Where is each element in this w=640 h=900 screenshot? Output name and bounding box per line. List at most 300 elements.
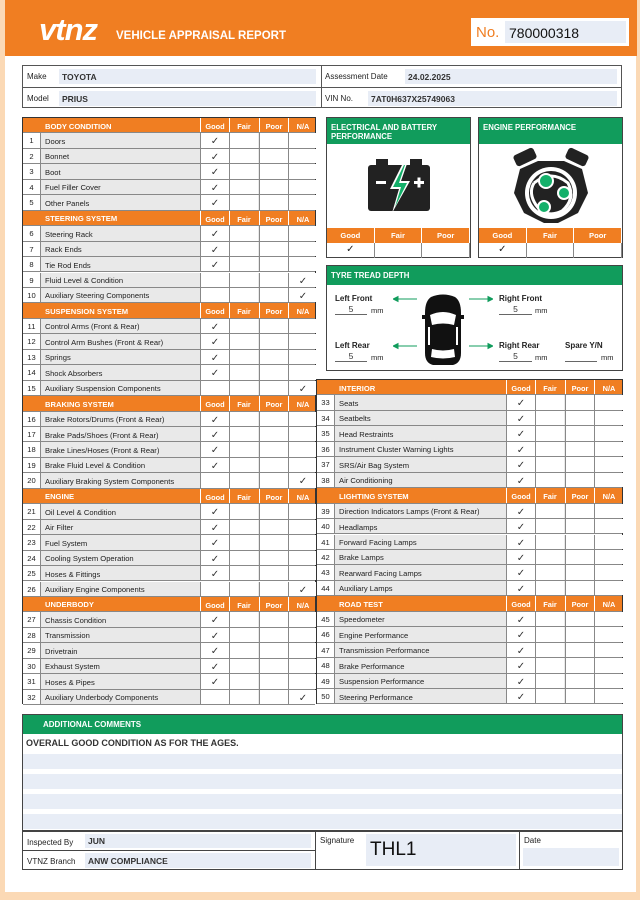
item-number: 14 [23,365,41,379]
rating-cell[interactable] [229,412,258,426]
rating-cell[interactable]: ✓ [327,243,375,258]
checklist-row [23,551,315,566]
rating-cell[interactable] [229,350,258,364]
rating-cell[interactable]: ✓ [288,273,317,287]
rating-cell[interactable] [229,612,258,626]
rating-cell[interactable] [288,319,317,333]
rating-cell[interactable] [594,565,623,579]
vin-field[interactable]: 7AT0H637X25749063 [368,91,617,106]
rating-cell[interactable] [594,442,623,456]
rating-cell[interactable] [259,427,288,441]
rating-cell[interactable] [288,643,317,657]
rating-cell[interactable]: ✓ [288,381,317,395]
column-header: Fair [535,488,564,502]
rating-cell[interactable] [229,504,258,518]
checklist-row [23,319,315,334]
rating-cell[interactable] [594,395,623,409]
checklist-row [23,690,315,705]
column-header: Poor [565,488,594,502]
rating-cell[interactable]: ✓ [506,457,535,471]
rating-cell[interactable] [259,612,288,626]
rating-cell[interactable]: ✓ [506,395,535,409]
section-title: BRAKING SYSTEM [45,399,114,409]
rating-cell[interactable] [259,412,288,426]
rating-cell[interactable]: ✓ [506,442,535,456]
item-number: 45 [317,612,335,626]
comment-line[interactable] [23,794,622,809]
rating-cell[interactable]: ✓ [506,535,535,549]
item-number: 44 [317,581,335,595]
rating-cell[interactable] [229,242,258,256]
rating-cell[interactable]: ✓ [506,473,535,487]
rating-cell[interactable] [229,520,258,534]
rating-cell[interactable]: ✓ [506,581,535,595]
rating-cell[interactable] [288,628,317,642]
signature-field[interactable]: THL1 [366,834,516,866]
rating-cell[interactable] [594,689,623,703]
rating-cell[interactable] [200,288,229,302]
rating-cell[interactable] [535,535,564,549]
rating-cell[interactable] [229,319,258,333]
rating-cell[interactable] [200,381,229,395]
column-header: Poor [259,396,288,410]
rating-cell[interactable] [200,582,229,596]
item-number: 5 [23,195,41,209]
rating-cell[interactable] [200,473,229,487]
checklist-row [317,674,622,689]
item-number: 35 [317,426,335,440]
rating-cell[interactable] [565,426,594,440]
item-label: Cooling System Operation [45,554,134,564]
rating-cell[interactable]: ✓ [200,195,229,209]
rating-cell[interactable] [259,458,288,472]
rating-cell[interactable] [535,550,564,564]
item-label: Engine Performance [339,630,409,640]
item-number: 9 [23,273,41,287]
rating-cell[interactable] [535,504,564,518]
rating-cell[interactable]: ✓ [506,519,535,533]
assessment-date-field[interactable]: 24.02.2025 [405,69,617,84]
rating-cell[interactable] [535,395,564,409]
rating-cell[interactable] [229,133,258,147]
rating-cell[interactable] [565,627,594,641]
vtnz-logo: vtnz [39,12,97,47]
item-number: 32 [23,690,41,704]
rating-cell[interactable]: ✓ [200,427,229,441]
signoff-date-field[interactable] [523,848,619,866]
rating-cell[interactable] [259,582,288,596]
rating-cell[interactable] [288,504,317,518]
spare-unit: mm [601,353,614,362]
item-label: Control Arms (Front & Rear) [45,322,140,332]
rating-cell[interactable] [375,243,423,258]
rating-cell[interactable] [565,442,594,456]
rating-cell[interactable] [288,226,317,240]
rating-cell[interactable] [288,659,317,673]
section-title: LIGHTING SYSTEM [339,491,409,501]
rating-cell[interactable] [259,164,288,178]
rating-cell[interactable]: ✓ [200,612,229,626]
electrical-title: ELECTRICAL AND BATTERY PERFORMANCE [327,118,470,144]
rating-cell[interactable] [229,288,258,302]
rating-cell[interactable] [594,457,623,471]
rating-cell[interactable] [229,257,258,271]
rating-cell[interactable]: ✓ [200,643,229,657]
checklist-row [317,550,622,565]
rating-cell[interactable] [229,149,258,163]
rating-cell[interactable] [259,628,288,642]
item-number: 29 [23,643,41,657]
rating-cell[interactable] [565,457,594,471]
rating-cell[interactable] [288,164,317,178]
rating-cell[interactable] [259,180,288,194]
rating-cell[interactable] [535,612,564,626]
rating-cell[interactable] [594,411,623,425]
rating-cell[interactable] [259,242,288,256]
rating-cell[interactable] [229,582,258,596]
comment-line[interactable] [23,814,622,829]
right-front-value[interactable]: 5 [499,304,532,315]
checklist-row [23,628,315,643]
rating-cell[interactable]: ✓ [288,690,317,704]
rating-column-header: Good [327,228,375,243]
rating-cell[interactable] [535,426,564,440]
comment-line[interactable] [23,774,622,789]
rating-cell[interactable]: ✓ [288,582,317,596]
rating-cell[interactable] [565,535,594,549]
spare-value[interactable] [565,351,597,362]
rating-cell[interactable] [229,273,258,287]
rating-cell[interactable]: ✓ [200,520,229,534]
rating-cell[interactable]: ✓ [200,180,229,194]
checklist-row [23,659,315,674]
rating-cell[interactable] [594,504,623,518]
rating-cell[interactable]: ✓ [200,458,229,472]
checklist-row [23,412,315,427]
rating-cell[interactable] [229,535,258,549]
right-rear-label: Right Rear [499,341,540,350]
rating-cell[interactable] [535,473,564,487]
checklist-row [23,334,315,349]
rating-cell[interactable]: ✓ [200,350,229,364]
rating-cell[interactable]: ✓ [506,565,535,579]
rating-cell[interactable]: ✓ [506,658,535,672]
rating-cell[interactable] [288,149,317,163]
rating-cell[interactable] [259,350,288,364]
tyre-tread-title: TYRE TREAD DEPTH [327,266,622,285]
rating-cell[interactable] [594,473,623,487]
item-label: Headlamps [339,522,378,532]
rating-cell[interactable] [288,412,317,426]
rating-cell[interactable] [259,226,288,240]
rating-cell[interactable]: ✓ [200,257,229,271]
rating-cell[interactable] [594,426,623,440]
rating-cell[interactable]: ✓ [200,149,229,163]
rating-cell[interactable]: ✓ [506,411,535,425]
rating-cell[interactable] [259,659,288,673]
checklist-row [317,565,622,580]
rating-cell[interactable] [288,674,317,688]
make-field[interactable]: TOYOTA [59,69,316,84]
rating-cell[interactable] [288,612,317,626]
item-label: Auxiliary Underbody Components [45,693,159,703]
rating-cell[interactable] [229,365,258,379]
item-number: 27 [23,612,41,626]
item-label: Brake Lines/Hoses (Front & Rear) [45,445,160,455]
item-label: Seats [339,398,359,408]
rating-cell[interactable] [565,395,594,409]
rating-cell[interactable] [594,627,623,641]
rating-cell[interactable] [565,473,594,487]
rating-cell[interactable]: ✓ [200,442,229,456]
rating-cell[interactable] [288,180,317,194]
rating-cell[interactable]: ✓ [200,504,229,518]
rating-cell[interactable] [288,242,317,256]
column-header: Fair [229,597,258,611]
rating-cell[interactable] [535,643,564,657]
rating-cell[interactable]: ✓ [479,243,527,258]
rating-cell[interactable] [229,690,258,704]
rating-cell[interactable] [229,442,258,456]
rating-column-header: Fair [375,228,423,243]
section-title: UNDERBODY [45,600,94,610]
comment-line[interactable] [23,754,622,769]
report-number-field[interactable]: 780000318 [505,21,626,43]
rating-cell[interactable] [259,566,288,580]
rating-cell[interactable] [565,674,594,688]
rating-cell[interactable] [229,195,258,209]
rating-cell[interactable] [229,659,258,673]
rating-cell[interactable] [259,257,288,271]
rating-cell[interactable] [259,442,288,456]
rating-cell[interactable] [229,334,258,348]
rating-cell[interactable] [259,273,288,287]
rating-cell[interactable] [229,674,258,688]
rating-cell[interactable] [422,243,470,258]
rating-cell[interactable] [565,411,594,425]
rating-cell[interactable] [527,243,575,258]
item-number: 2 [23,149,41,163]
rating-cell[interactable] [565,643,594,657]
left-rear-label: Left Rear [335,341,370,350]
rating-cell[interactable] [259,149,288,163]
rating-cell[interactable] [535,689,564,703]
rating-cell[interactable] [288,334,317,348]
rating-cell[interactable] [288,133,317,147]
rating-cell[interactable] [574,243,622,258]
item-label: Steering Rack [45,229,93,239]
rating-cell[interactable] [259,551,288,565]
rating-cell[interactable] [259,381,288,395]
assessment-date-label: Assessment Date [325,72,388,81]
rating-cell[interactable]: ✓ [200,412,229,426]
rating-cell[interactable]: ✓ [200,226,229,240]
left-front-label: Left Front [335,294,373,303]
rating-column-header: Fair [527,228,575,243]
make-label: Make [27,72,47,81]
item-label: Brake Lamps [339,553,384,563]
rating-cell[interactable] [259,319,288,333]
rating-cell[interactable]: ✓ [506,689,535,703]
rating-cell[interactable] [565,612,594,626]
rating-cell[interactable] [535,674,564,688]
item-label: Transmission Performance [339,646,430,656]
vtnz-branch-field[interactable]: ANW COMPLIANCE [85,853,311,868]
rating-cell[interactable]: ✓ [288,473,317,487]
rating-cell[interactable] [288,365,317,379]
rating-cell[interactable] [535,411,564,425]
rating-cell[interactable] [259,365,288,379]
rating-cell[interactable]: ✓ [506,504,535,518]
rating-cell[interactable]: ✓ [200,334,229,348]
rating-cell[interactable]: ✓ [200,319,229,333]
rating-cell[interactable] [259,195,288,209]
section-title: ENGINE [45,492,75,502]
item-label: Hoses & Pipes [45,677,95,687]
comments-text[interactable]: OVERALL GOOD CONDITION AS FOR THE AGES. [23,735,622,753]
rating-cell[interactable] [288,535,317,549]
engine-performance-ratings [479,228,622,258]
rating-cell[interactable]: ✓ [200,164,229,178]
rating-cell[interactable]: ✓ [506,627,535,641]
rating-cell[interactable] [288,427,317,441]
rating-cell[interactable]: ✓ [200,365,229,379]
engine-icon [484,142,617,228]
rating-cell[interactable] [594,612,623,626]
item-number: 10 [23,288,41,302]
rating-cell[interactable] [535,581,564,595]
rating-cell[interactable] [565,658,594,672]
column-header: Fair [229,303,258,317]
item-number: 40 [317,519,335,533]
rating-cell[interactable] [229,473,258,487]
right-rear-value[interactable]: 5 [499,351,532,362]
item-number: 46 [317,627,335,641]
rating-cell[interactable]: ✓ [288,288,317,302]
item-number: 34 [317,411,335,425]
rating-cell[interactable] [594,550,623,564]
rating-cell[interactable]: ✓ [506,426,535,440]
item-label: Shock Absorbers [45,368,103,378]
rating-cell[interactable] [288,458,317,472]
rating-cell[interactable] [565,689,594,703]
rating-cell[interactable]: ✓ [200,242,229,256]
rating-cell[interactable] [229,427,258,441]
rating-cell[interactable] [259,504,288,518]
checklist-row [23,612,315,627]
item-label: Rack Ends [45,245,82,255]
rating-cell[interactable] [288,195,317,209]
rating-cell[interactable] [259,288,288,302]
rating-cell[interactable] [259,133,288,147]
rating-cell[interactable] [288,442,317,456]
rating-cell[interactable]: ✓ [506,550,535,564]
rating-cell[interactable] [229,566,258,580]
rating-cell[interactable] [229,180,258,194]
rating-cell[interactable] [259,334,288,348]
rating-cell[interactable] [259,535,288,549]
rating-cell[interactable]: ✓ [200,133,229,147]
item-number: 22 [23,520,41,534]
rating-cell[interactable] [565,519,594,533]
rating-cell[interactable] [200,273,229,287]
rating-cell[interactable] [229,643,258,657]
section-header [23,489,315,504]
left-front-value[interactable]: 5 [335,304,367,315]
rating-cell[interactable] [200,690,229,704]
rating-cell[interactable] [535,519,564,533]
column-header: Poor [565,596,594,610]
rating-cell[interactable] [288,350,317,364]
item-number: 18 [23,442,41,456]
rating-cell[interactable] [259,690,288,704]
item-label: Control Arm Bushes (Front & Rear) [45,337,164,347]
rating-cell[interactable] [229,226,258,240]
rating-cell[interactable] [288,257,317,271]
rating-cell[interactable] [229,458,258,472]
rating-cell[interactable] [594,519,623,533]
rating-cell[interactable]: ✓ [200,566,229,580]
item-number: 31 [23,674,41,688]
rating-cell[interactable]: ✓ [506,612,535,626]
rating-cell[interactable]: ✓ [200,674,229,688]
item-number: 23 [23,535,41,549]
rating-cell[interactable] [229,381,258,395]
rating-cell[interactable] [288,520,317,534]
column-header: Good [200,303,229,317]
rating-cell[interactable]: ✓ [200,659,229,673]
rating-cell[interactable]: ✓ [200,628,229,642]
rating-cell[interactable] [259,643,288,657]
rating-cell[interactable] [535,658,564,672]
rating-cell[interactable] [594,581,623,595]
rating-cell[interactable]: ✓ [200,551,229,565]
rating-cell[interactable] [565,565,594,579]
section-title: STEERING SYSTEM [45,214,118,224]
rating-cell[interactable] [288,551,317,565]
inspected-by-field[interactable]: JUN [85,834,311,848]
rating-cell[interactable] [259,520,288,534]
left-rear-value[interactable]: 5 [335,351,367,362]
rating-cell[interactable]: ✓ [200,535,229,549]
rating-cell[interactable] [259,674,288,688]
rating-cell[interactable] [229,628,258,642]
rating-cell[interactable]: ✓ [506,643,535,657]
rating-cell[interactable] [565,550,594,564]
rating-cell[interactable] [535,627,564,641]
rating-cell[interactable] [535,565,564,579]
rating-cell[interactable] [565,581,594,595]
rating-cell[interactable] [594,674,623,688]
rating-cell[interactable] [229,164,258,178]
item-number: 4 [23,180,41,194]
rating-cell[interactable] [288,566,317,580]
rating-cell[interactable] [535,442,564,456]
rating-cell[interactable] [594,535,623,549]
rating-cell[interactable] [535,457,564,471]
item-label: Air Filter [45,523,74,533]
item-number: 50 [317,689,335,703]
rating-cell[interactable] [259,473,288,487]
rating-cell[interactable]: ✓ [506,674,535,688]
rating-cell[interactable] [565,504,594,518]
rating-cell[interactable] [594,643,623,657]
item-label: SRS/Air Bag System [339,460,410,470]
rating-cell[interactable] [229,551,258,565]
model-field[interactable]: PRIUS [59,91,316,106]
rating-cell[interactable] [594,658,623,672]
item-number: 16 [23,412,41,426]
